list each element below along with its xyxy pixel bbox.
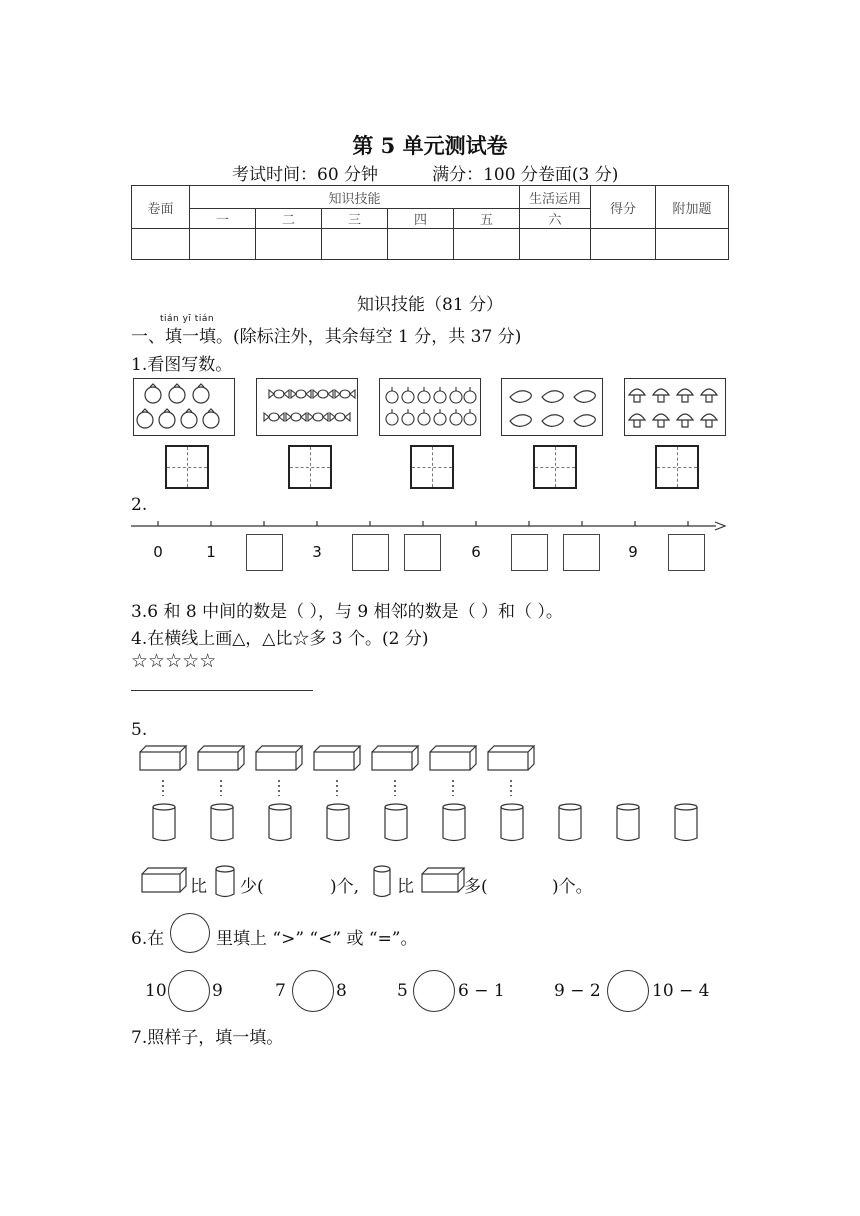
score-table	[131, 185, 729, 260]
number-line	[131, 515, 731, 535]
number-answer-box[interactable]	[246, 534, 283, 571]
compare-circle[interactable]	[607, 970, 649, 1012]
eggplant-picture-box	[501, 378, 603, 436]
compare-left: 9 − 2	[554, 981, 601, 1001]
write-answer-box[interactable]	[655, 445, 699, 489]
section-title: 知识技能（81 分）	[356, 295, 504, 315]
number-answer-box[interactable]	[352, 534, 389, 571]
number-answer-box[interactable]	[563, 534, 600, 571]
compare-left: 5	[397, 981, 408, 1001]
compare-circle[interactable]	[292, 970, 334, 1012]
col-2: 二	[256, 209, 322, 229]
write-answer-box[interactable]	[165, 445, 209, 489]
compare-right: 9	[212, 981, 223, 1001]
score-cell[interactable]	[190, 229, 256, 260]
cup-icon	[372, 864, 394, 900]
score-cell[interactable]	[132, 229, 190, 260]
q7-text: 7.照样子，填一填。	[131, 1028, 284, 1048]
q6-prefix: 6.在	[131, 929, 165, 949]
write-answer-box[interactable]	[533, 445, 577, 489]
fewer-text: 少(	[240, 877, 264, 897]
col-3: 三	[322, 209, 388, 229]
circle-icon	[170, 913, 210, 953]
q1-sub1: 1.看图写数。	[131, 355, 233, 375]
q5-label: 5.	[131, 720, 148, 740]
compare-circle[interactable]	[168, 970, 210, 1012]
score-cell[interactable]	[656, 229, 729, 260]
col-1: 一	[190, 209, 256, 229]
q1-heading: 一、填一填。(除标注外，其余每空 1 分，共 37 分)	[131, 327, 522, 347]
q3-text: 3.6 和 8 中间的数是（ ），与 9 相邻的数是（ ）和（ ）。	[131, 602, 563, 622]
unit-text: )个。	[552, 877, 593, 897]
boxes-row	[135, 743, 555, 775]
pinyin-annotation: tián yī tián	[160, 314, 215, 324]
number-answer-box[interactable]	[404, 534, 441, 571]
write-answer-box[interactable]	[288, 445, 332, 489]
exam-info: 考试时间：60 分钟 满分：100 分卷面(3 分)	[232, 165, 619, 185]
score-cell[interactable]	[256, 229, 322, 260]
candy-picture-box	[256, 378, 358, 436]
candy-icon	[257, 379, 357, 435]
defen-header: 得分	[591, 186, 656, 229]
unit-text: )个,	[330, 877, 360, 897]
answer-line[interactable]	[131, 690, 313, 691]
dotted-connectors	[135, 778, 555, 798]
q2-label: 2.	[131, 495, 148, 515]
box-icon	[140, 866, 190, 896]
number-answer-box[interactable]	[511, 534, 548, 571]
col-6: 六	[520, 209, 591, 229]
fujia-header: 附加题	[656, 186, 729, 229]
score-cell[interactable]	[520, 229, 591, 260]
compare-circle[interactable]	[413, 970, 455, 1012]
compare-right: 8	[336, 981, 347, 1001]
score-cell[interactable]	[591, 229, 656, 260]
compare-word: 比	[190, 877, 207, 897]
compare-right: 6 − 1	[458, 981, 505, 1001]
score-cell[interactable]	[388, 229, 454, 260]
zhishi-header: 知识技能	[190, 186, 520, 209]
compare-right: 10 − 4	[652, 981, 710, 1001]
cup-icon	[213, 864, 239, 900]
tomato-picture-box	[133, 378, 235, 436]
apple-icon	[380, 379, 480, 435]
box-icon	[420, 866, 466, 896]
compare-left: 7	[275, 981, 286, 1001]
number-label: 3	[312, 543, 322, 561]
compare-word: 比	[397, 877, 414, 897]
score-cell[interactable]	[454, 229, 520, 260]
tomato-icon	[134, 379, 234, 435]
q4-text: 4.在横线上画△，△比☆多 3 个。(2 分)	[131, 629, 429, 649]
number-label: 9	[628, 543, 638, 561]
apple-picture-box	[379, 378, 481, 436]
col-5: 五	[454, 209, 520, 229]
q6-instruction: 里填上 “>” “<” 或 “=”。	[216, 929, 418, 949]
mushroom-icon	[625, 379, 725, 435]
number-answer-box[interactable]	[668, 534, 705, 571]
write-answer-box[interactable]	[410, 445, 454, 489]
score-cell[interactable]	[322, 229, 388, 260]
mushroom-picture-box	[624, 378, 726, 436]
number-label: 0	[153, 543, 163, 561]
page-title: 第 5 单元测试卷	[352, 133, 508, 158]
compare-left: 10	[145, 981, 167, 1001]
number-label: 6	[471, 543, 481, 561]
star-row: ☆☆☆☆☆	[131, 650, 217, 672]
number-label: 1	[206, 543, 216, 561]
shenghuo-header: 生活运用	[520, 186, 591, 209]
juanmian-header: 卷面	[132, 186, 190, 229]
eggplant-icon	[502, 379, 602, 435]
cups-row	[140, 802, 710, 844]
col-4: 四	[388, 209, 454, 229]
more-text: 多(	[464, 877, 488, 897]
